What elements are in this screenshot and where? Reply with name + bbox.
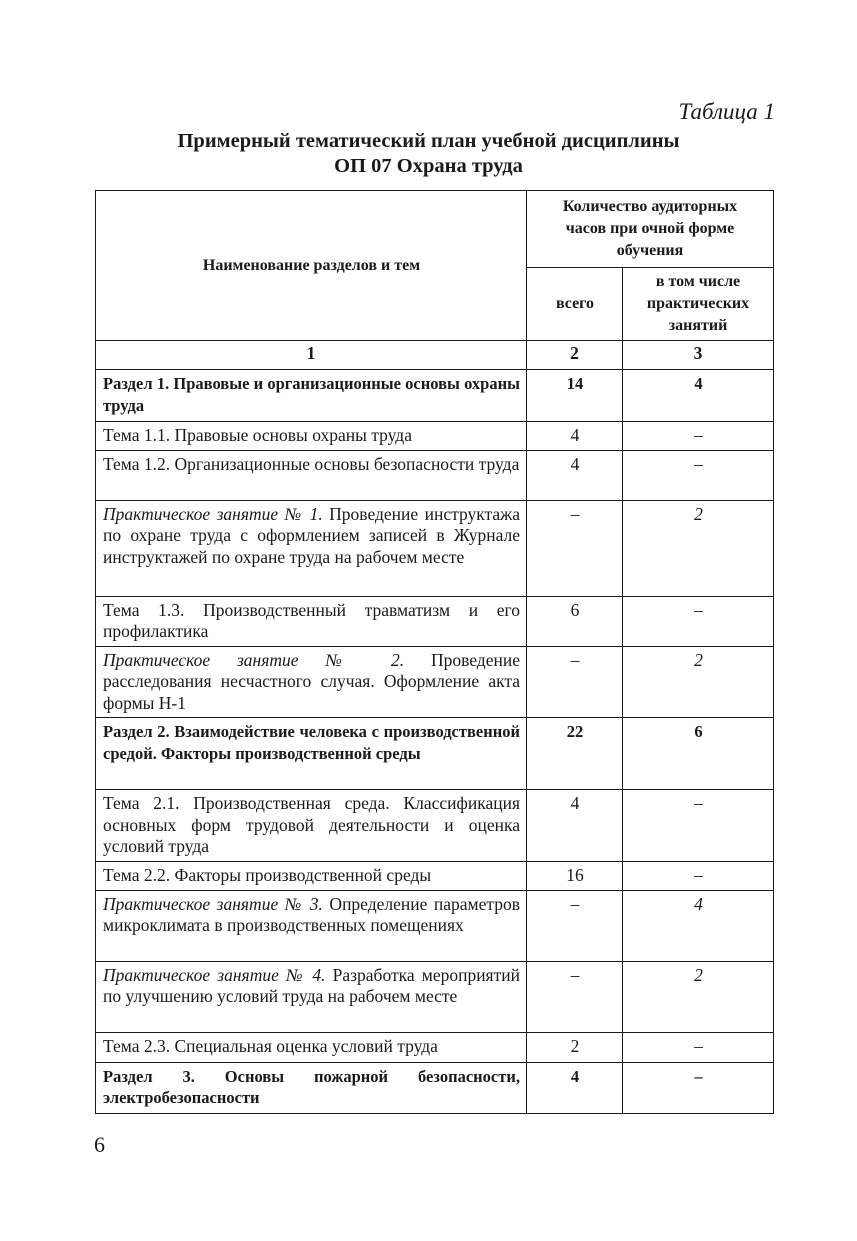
row-title	[96, 370, 527, 422]
row-text: Тема 2.3. Специальная оценка условий труда	[103, 1035, 438, 1056]
row-title	[96, 961, 527, 1032]
total-hours: –	[527, 646, 623, 718]
practical-hours: –	[623, 861, 774, 890]
practice-row	[96, 890, 774, 961]
col-number-2: 2	[527, 341, 623, 370]
practical-hours: –	[623, 1062, 774, 1113]
total-hours: 4	[527, 790, 623, 862]
practical-hours: 6	[623, 718, 774, 790]
column-numbers-row	[96, 341, 774, 370]
row-text: Раздел 3. Основы пожарной безопасности, электробезопасности	[103, 1066, 520, 1107]
topic-row	[96, 790, 774, 862]
section-row	[96, 370, 774, 422]
total-hours: –	[527, 961, 623, 1032]
section-row	[96, 1062, 774, 1113]
page-number: 6	[94, 1132, 105, 1157]
practice-row	[96, 646, 774, 718]
practical-hours: –	[623, 790, 774, 862]
total-hours: 2	[527, 1032, 623, 1062]
practical-hours: 2	[623, 500, 774, 596]
header-total: всего	[527, 268, 623, 341]
practical-hours: 2	[623, 646, 774, 718]
row-title	[96, 1032, 527, 1062]
row-title	[96, 1062, 527, 1113]
topic-row	[96, 596, 774, 646]
header-name-col: Наименование разделов и тем	[96, 191, 527, 341]
topic-row	[96, 861, 774, 890]
total-hours: 4	[527, 422, 623, 451]
row-text: Раздел 2. Взаимодействие человека с производственной средой. Факторы производственной среды	[103, 722, 520, 763]
total-hours: 16	[527, 861, 623, 890]
row-text: Тема 2.2. Факторы производственной среды	[103, 864, 432, 885]
row-text: Тема 1.2. Организационные основы безопасности труда	[103, 453, 520, 474]
row-text: Определение параметров микроклимата в производственных помещениях	[103, 893, 520, 935]
thematic-plan-table	[95, 190, 774, 1114]
practical-hours: –	[623, 1032, 774, 1062]
row-title	[96, 500, 527, 596]
practice-label: Практическое занятие № 3.	[103, 893, 323, 914]
table-label: Таблица 1	[678, 99, 775, 124]
practice-row	[96, 961, 774, 1032]
row-title	[96, 596, 527, 646]
row-title	[96, 646, 527, 718]
total-hours: 4	[527, 1062, 623, 1113]
section-row	[96, 718, 774, 790]
row-text: Тема 2.1. Производственная среда. Классификация основных форм трудовой деятельности и оценка условий труда	[103, 793, 520, 856]
row-title	[96, 422, 527, 451]
col-number-1: 1	[96, 341, 527, 370]
practice-label: Практическое занятие № 4.	[103, 964, 326, 985]
practice-row	[96, 500, 774, 596]
practical-hours: –	[623, 422, 774, 451]
total-hours: 4	[527, 450, 623, 500]
total-hours: 6	[527, 596, 623, 646]
row-title	[96, 450, 527, 500]
practice-label: Практическое занятие № 1.	[103, 503, 323, 524]
row-text: Тема 1.1. Правовые основы охраны труда	[103, 425, 412, 445]
total-hours: –	[527, 890, 623, 961]
row-title	[96, 890, 527, 961]
practical-hours: –	[623, 450, 774, 500]
row-title	[96, 718, 527, 790]
header-hours-group: Количество аудиторных часов при очной форме обучения	[527, 191, 774, 268]
row-text: Раздел 1. Правовые и организационные основы охраны труда	[103, 374, 520, 415]
topic-row	[96, 450, 774, 500]
row-text: Разработка мероприятий по улучшению условий труда на рабочем месте	[103, 964, 520, 1006]
row-text: Тема 1.3. Производственный травматизм и его профилактика	[103, 599, 520, 641]
page-title: Примерный тематический план учебной дисциплины	[177, 130, 680, 152]
total-hours: 14	[527, 370, 623, 422]
practical-hours: 2	[623, 961, 774, 1032]
header-practical: в том числе практических занятий	[623, 268, 774, 341]
topic-row	[96, 1032, 774, 1062]
practical-hours: –	[623, 596, 774, 646]
row-title	[96, 790, 527, 862]
row-text: Проведение расследования несчастного случая. Оформление акта формы Н-1	[103, 649, 520, 713]
total-hours: –	[527, 500, 623, 596]
practice-label: Практическое занятие № 2.	[103, 649, 405, 670]
row-title	[96, 861, 527, 890]
page-subtitle: ОП 07 Охрана труда	[334, 155, 523, 177]
col-number-3: 3	[623, 341, 774, 370]
practical-hours: 4	[623, 890, 774, 961]
practical-hours: 4	[623, 370, 774, 422]
total-hours: 22	[527, 718, 623, 790]
row-text: Проведение инструктажа по охране труда с оформлением записей в Журнале инструктажей по охране труда на рабочем месте	[103, 503, 520, 567]
topic-row	[96, 422, 774, 451]
